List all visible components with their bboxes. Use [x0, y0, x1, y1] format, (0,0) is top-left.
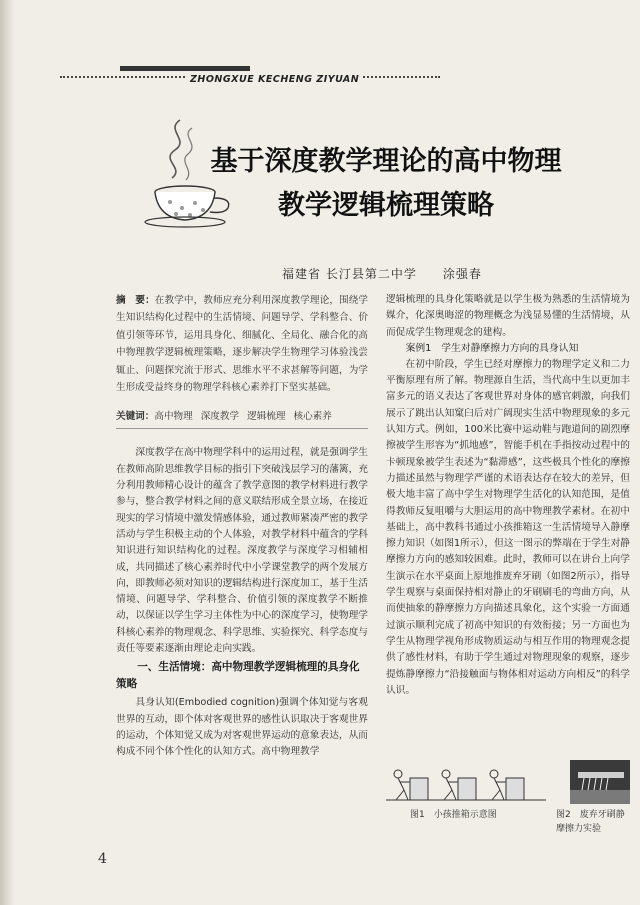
section-heading: 一、生活情境：高中物理教学逻辑梳理的具身化策略: [116, 661, 360, 691]
case-paragraph: 在初中阶段，学生已经对摩擦力的物理学定义和二力平衡原理有所了解。物理源自生活，当代高中生以更加丰富多元的语义表达了客观世界对身体的感官刺激，向我们展示了跳出认知窠臼后对广阔现实生活中物理现象的多元认知方式。例如，100米比赛中运动鞋与跑道间的剧烈摩擦被学生形容为“抓地感”，智能手机在手指按动过程中的卡顿现象被学生表述为“黏滞感”，这些极具个性化的摩擦力描述虽然与物理学严谨的术语表达存在较大的差异，但极大地丰富了高中学生对物理学生活化的认知范围，是值得教师反复咀嚼与大胆运用的高中物理教学素材。在初中基础上，高中教科书通过小孩推箱这一生活情境导入静摩擦力知识（如图1所示），但这一图示的弊端在于学生对静摩擦力方向的感知较困难。此时，教师可以在讲台上向学生演示在水平桌面上原地推废弃牙刷（如图2所示），指导学生观察与桌面保持相对静止的牙刷刷毛的弯曲方向，从而使抽象的静摩擦力方向描述具象化，这个实验一方面通过演示顺利完成了初高中知识的有效衔接；另一方面也为学生从物理学视角形成物质运动与相互作用的物理观念提供了感性材料，有助于学生通过对物理现象的观察，逐步提炼静摩擦力“沿接触面与物体相对运动方向相反”的科学认识。: [386, 358, 630, 696]
abstract-label: 摘 要：: [116, 295, 155, 306]
abstract-text: 在教学中，教师应充分利用深度教学理论，围绕学生知识结构化过程中的生活情境、问题导学、学科整合、价值引领等环节，运用具身化、细腻化、全局化、融合化的高中物理教学逻辑梳理策略，逐步解决学生物理学习体验浅尝辄止、问题探究流于形式、思维水平不求甚解等问题，为学生形成受益终身的物理学科核心素养打下坚实基础。: [116, 295, 369, 394]
figure-2-toothbrush-photo: [570, 760, 630, 804]
case-heading: 案例1 学生对静摩擦力方向的具身认知: [405, 342, 579, 354]
figure-2-caption-line-2: 摩擦力实验: [556, 824, 602, 834]
figure-2-caption-line-1: 图2 废弃牙刷静: [556, 810, 625, 820]
figure-1-boy-pushing-box: [386, 764, 546, 804]
header-bar: [120, 66, 250, 71]
keywords-label: 关键词：: [116, 411, 155, 423]
keyword: 高中物理: [154, 411, 193, 423]
figure-2-caption: [556, 808, 636, 836]
title-line-2: 教学逻辑梳理策略: [278, 190, 494, 221]
author-line: [282, 265, 482, 282]
continued-paragraph: 逻辑梳理的具身化策略就是以学生极为熟悉的生活情境为媒介，化深奥晦涩的物理概念为浅显易懂的生活情境，从而促成学生物理观念的建构。: [386, 294, 630, 338]
keyword: 核心素养: [293, 411, 332, 423]
article-title: [176, 140, 596, 228]
left-column: [116, 292, 368, 760]
keyword: 深度教学: [200, 411, 240, 423]
running-title: ZHONGXUE KECHENG ZIYUAN: [186, 74, 363, 85]
keywords: [116, 408, 368, 429]
page-number: 4: [98, 851, 107, 867]
intro-paragraph: 深度教学在高中物理学科中的运用过程，就是强调学生在教师高阶思维教学目标的指引下突破浅层学习的藩篱，充分利用教师精心设计的蕴含了教学意图的教学材料进行教学参与，整合教学材料之间的意义联结形成全景立场，在接近现实的学习情境中激发情感体验，通过教师紧凑严密的教学活动与学生积极主动的个人体验，对教学材料中蕴含的学科知识进行知识结构化的过程。深度教学与深度学习相辅相成，共同描述了核心素养时代中小学课堂教学的两个发展方向，即教师必须对知识的逻辑结构进行深度加工，基于生活情境、问题导学、学科整合、价值引领的深度教学不断推动，以保证以学生学习主体性为中心的深度学习，使物理学科核心素养的物理观念、科学思维、实验探究、科学态度与责任等要素逐渐由理论走向实践。: [116, 447, 368, 654]
figure-1-caption: 图1 小孩推箱示意图: [410, 810, 497, 820]
keyword: 逻辑梳理: [247, 411, 286, 423]
right-column: [386, 292, 630, 699]
title-line-1: 基于深度教学理论的高中物理: [210, 146, 562, 177]
author-affiliation: 福建省 长汀县第二中学: [282, 267, 417, 281]
figures: [386, 764, 630, 844]
abstract: [116, 292, 368, 396]
binding-shadow: [0, 0, 14, 905]
author-name: 涂强春: [442, 267, 482, 281]
section1-paragraph: 具身认知(Embodied cognition)强调个体知觉与客观世界的互动，即个体对客观世界的感性认识取决于客观世界的运动，个体知觉又成为对客观世界运动的意象表达，从而构成不同个体个性化的认知方式。高中物理教学: [116, 697, 368, 758]
